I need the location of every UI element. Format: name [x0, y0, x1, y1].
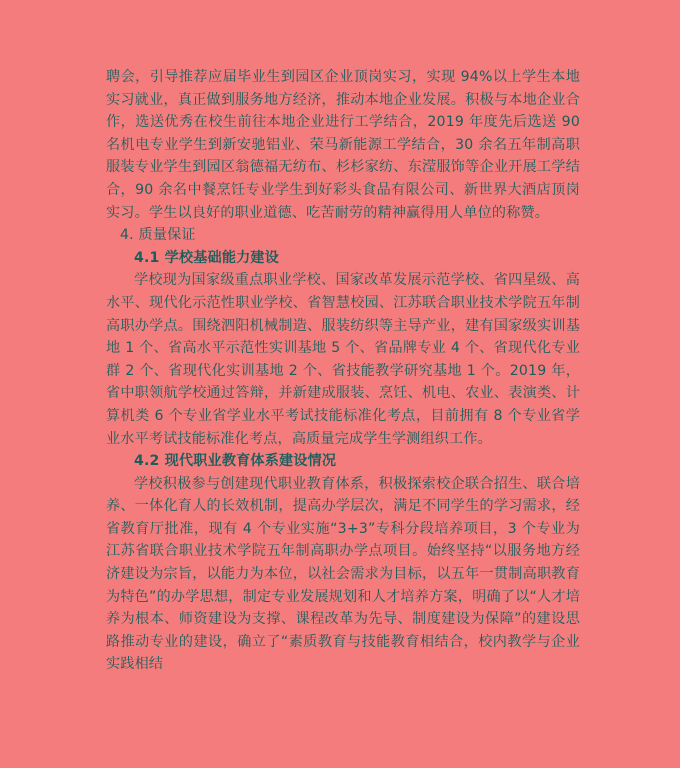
paragraph-basic-capacity: 学校现为国家级重点职业学校、国家改革发展示范学校、省四星级、高水平、现代化示范性职业学校、省智慧校园、江苏联合职业技术学院五年制高职办学点。围绕泗阳机械制造、服装纺织等主导产业，建有国家级实训基地 1 个、省高水平示范性实训基地 5 个、省品牌专业 4 个、省现代化专业群 2 个、省现代化实训基地 2 个、省技能教学研究基地 1 个。2019 年，省中职领航学校通过答辩，并新建成服装、烹饪、机电、农业、表演类、计算机类 6 个专业省学业水平考试技能标准化考点，目前拥有 8 个专业省学业水平考试技能标准化考点，高质量完成学生学测组织工作。	[106, 272, 580, 447]
document-page	[106, 66, 580, 676]
subsection-heading-basic-capacity: 4.1 学校基础能力建设	[134, 249, 280, 266]
paragraph-vocational-system: 学校积极参与创建现代职业教育体系，积极探索校企联合招生、联合培养、一体化育人的长效机制，提高办学层次，满足不同学生的学习需求，经省教育厅批准，现有 4 个专业实施“3+3”专科分段培养项目，3 个专业为江苏省联合职业技术学院五年制高职办学点项目。始终坚持“以服务地方经济建设为宗旨，以能力为本位，以社会需求为目标，以五年一贯制高职教育为特色”的办学思想，制定专业发展规划和人才培养方案，明确了以“人才培养为根本、师资建设为支撑、课程改革为先导、制度建设为保障”的建设思路推动专业的建设，确立了“素质教育与技能教育相结合，校内教学与企业实践相结	[106, 475, 580, 673]
subsection-heading-vocational-system: 4.2 现代职业教育体系建设情况	[134, 453, 337, 470]
section-heading-quality-assurance: 4. 质量保证	[120, 227, 196, 244]
paragraph-internship: 聘会，引导推荐应届毕业生到园区企业顶岗实习，实现 94%以上学生本地实习就业，真正做到服务地方经济，推动本地企业发展。积极与本地企业合作，选送优秀在校生前往本地企业进行工学结合，2019 年度先后选送 90 名机电专业学生到新安驰铝业、荣马新能源工学结合，30 余名五年制高职服装专业学生到园区翁德福无纺布、杉杉家纺、东滢服饰等企业开展工学结合，90 余名中餐烹饪专业学生到好彩头食品有限公司、新世界大酒店顶岗实习。学生以良好的职业道德、吃苦耐劳的精神赢得用人单位的称赞。	[106, 69, 580, 221]
